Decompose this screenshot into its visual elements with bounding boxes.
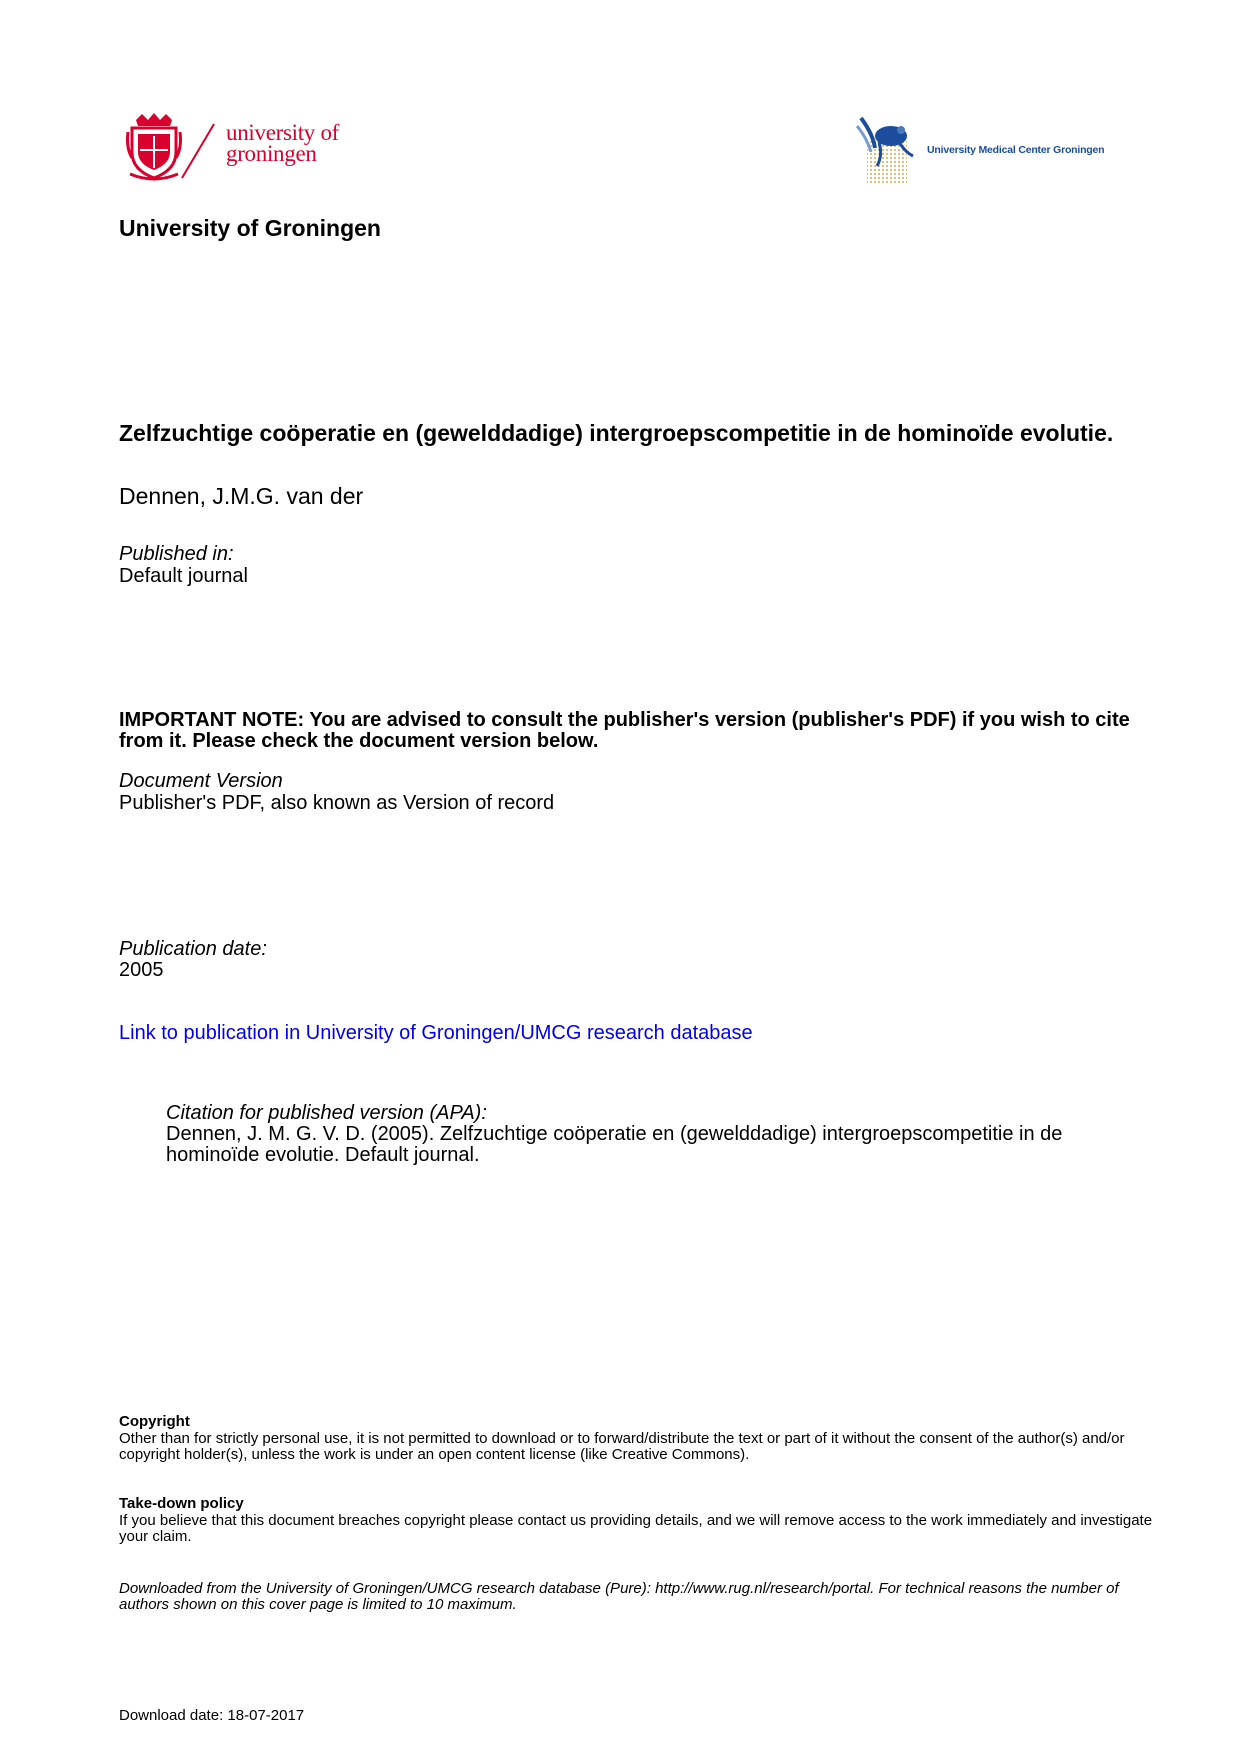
umcg-logo — [853, 112, 1123, 188]
downloaded-from-text: Downloaded from the University of Groningen/UMCG research database (Pure): http://www.rug.nl/research/portal. For technical reasons the number of authors shown on this cover page is limited to 10 maximum. — [119, 1580, 1119, 1613]
citation-text: Dennen, J. M. G. V. D. (2005). Zelfzuchtige coöperatie en (gewelddadige) intergroepscompetitie in de hominoïde evolutie. Default journal. — [166, 1123, 1063, 1166]
rug-slash-icon — [178, 122, 218, 182]
publication-date-label: Publication date: — [119, 938, 267, 960]
document-version-label: Document Version — [119, 770, 283, 792]
copyright-text: Other than for strictly personal use, it is not permitted to download or to forward/distribute the text or part of it without the consent of the author(s) and/or copyright holder(s), unless the work is under an open content license (like Creative Commons). — [119, 1430, 1125, 1463]
copyright-heading: Copyright — [119, 1413, 190, 1430]
institution-heading: University of Groningen — [119, 215, 381, 241]
umcg-wordmark: University Medical Center Groningen — [927, 144, 1105, 156]
citation-label: Citation for published version (APA): — [166, 1102, 487, 1124]
takedown-text: If you believe that this document breaches copyright please contact us providing details, and we will remove access to the work immediately and investigate your claim. — [119, 1512, 1153, 1545]
publication-title: Zelfzuchtige coöperatie en (gewelddadige) intergroepscompetitie in de hominoïde evolutie. — [119, 420, 1114, 446]
download-date: Download date: 18-07-2017 — [119, 1707, 305, 1724]
university-of-groningen-logo — [126, 112, 366, 182]
publication-database-link[interactable]: Link to publication in University of Groningen/UMCG research database — [119, 1022, 753, 1044]
umcg-frog-icon — [853, 112, 925, 188]
important-note: IMPORTANT NOTE: You are advised to consult the publisher's version (publisher's PDF) if you wish to cite from it. Please check the document version below. — [119, 709, 1130, 752]
rug-wordmark-line2: groningen — [226, 141, 317, 166]
publication-date-value: 2005 — [119, 959, 164, 981]
published-in-value: Default journal — [119, 565, 248, 587]
publication-authors: Dennen, J.M.G. van der — [119, 483, 364, 509]
rug-wordmark — [226, 122, 339, 164]
published-in-label: Published in: — [119, 543, 234, 565]
takedown-heading: Take-down policy — [119, 1495, 244, 1512]
rug-wordmark-line1: university of — [226, 120, 339, 145]
document-version-value: Publisher's PDF, also known as Version of record — [119, 792, 555, 814]
